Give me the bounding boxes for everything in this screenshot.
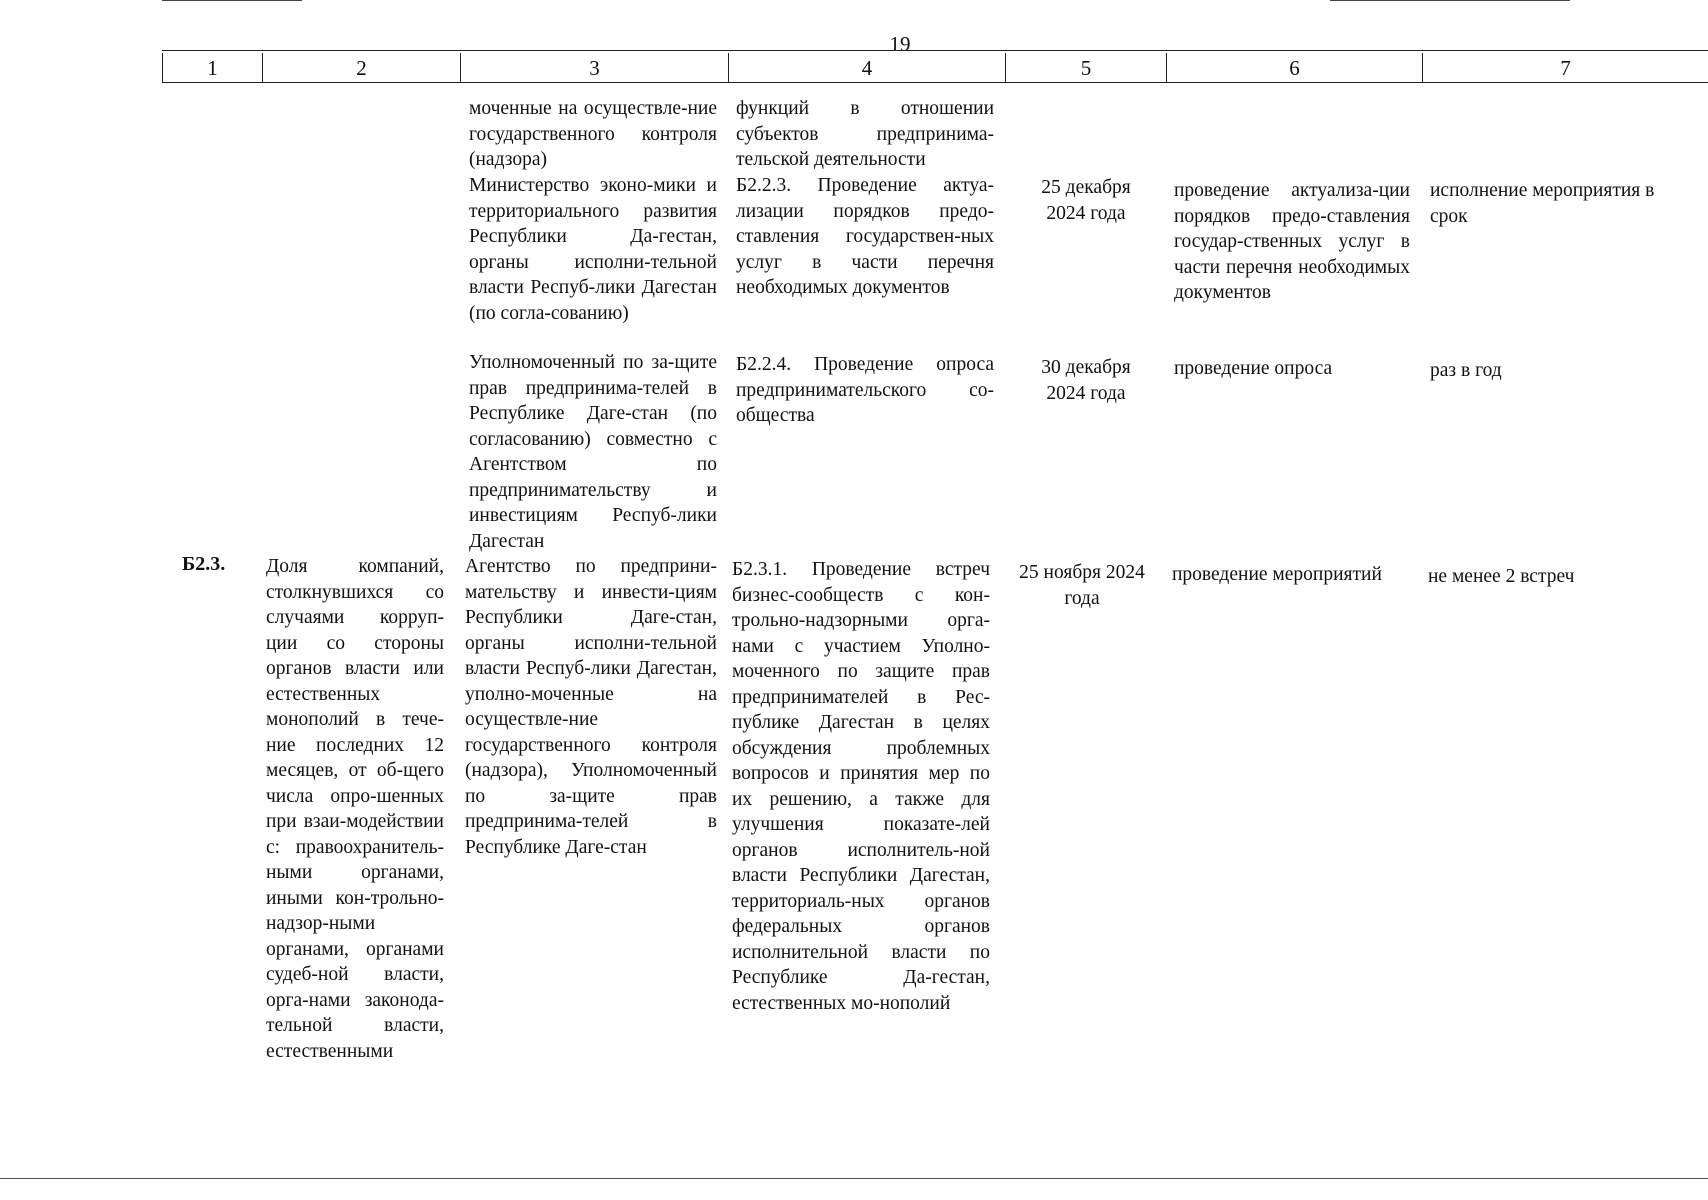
page-number: 19	[889, 32, 911, 56]
header-col-1: 1	[162, 53, 262, 83]
measure-cell: Б2.3.1. Проведение встреч бизнес-сообществ с кон-трольно-надзорными орга-нами с участием Уполно-моченного по защите прав предпринимателей в Рес-публике Дагестан в целях обсуждения проблемных вопросов и принятия мер по их решению, а также для улучшения показате-лей органов исполнитель-ной власти Республики Дагестан, территориаль-ных органов федеральных органов исполнительной власти по Республике Да-гестан, естественных мо-нополий	[732, 559, 990, 1014]
indicator-name-cell: Доля компаний, столкнувшихся со случаями корруп-ции со стороны органов власти или естественных монополий в тече-ние последних 12 месяцев, от об-щего числа опро-шенных при взаи-модействии с: правоохранитель-ными органами, иными кон-трольно-надзор-ными органами, органами судеб-ной власти, орга-нами законода-тельной власти, естественными	[266, 556, 444, 1062]
scan-edge-mark-right	[1330, 0, 1570, 1]
header-col-4: 4	[728, 53, 1005, 83]
deadline-cell: 25 ноября 2024 года	[1019, 562, 1145, 609]
indicator-cell: не менее 2 встреч	[1428, 566, 1575, 587]
header-col-2: 2	[262, 53, 460, 83]
measure-cell: Б2.2.3. Проведение актуа-лизации порядков предо-ставления государствен-ных услуг в части перечня необходимых документов	[736, 175, 994, 298]
indicator-cell: исполнение мероприятия в срок	[1430, 180, 1655, 227]
deadline-cell: 25 декабря 2024 года	[1041, 177, 1131, 224]
header-col-6: 6	[1166, 53, 1422, 83]
measure-cell: Б2.2.4. Проведение опроса предпринимательского со-общества	[736, 354, 994, 426]
header-col-5: 5	[1005, 53, 1166, 83]
indicator-code-cell: Б2.3.	[182, 553, 226, 575]
header-col-3: 3	[460, 53, 728, 83]
responsible-cell: Агентство по предприни-мательству и инвести-циям Республики Даге-стан, органы исполни-тельной власти Респуб-лики Дагестан, уполно-моченные на осуществле-ние государственного контроля (надзора), Уполномоченный по за-щите прав предпринима-телей в Республике Даге-стан	[465, 556, 717, 858]
table-top-border	[162, 50, 1708, 51]
result-cell: проведение мероприятий	[1172, 564, 1382, 585]
responsible-cell: Уполномоченный по за-щите прав предпринима-телей в Республике Даге-стан (по согласованию) совместно с Агентством по предпринимательству и инвестициям Респуб-лики Дагестан	[469, 352, 717, 552]
result-cell: проведение актуализа-ции порядков предо-ставления государ-ственных услуг в части перечня необходимых документов	[1174, 180, 1410, 303]
indicator-cell: раз в год	[1430, 360, 1502, 381]
scan-edge-mark-left	[162, 0, 302, 1]
responsible-cell: Министерство эконо-мики и территориального развития Республики Да-гестан, органы исполни-тельной власти Респуб-лики Дагестан (по согла-сованию)	[469, 175, 717, 324]
measure-cell: функций в отношении субъектов предпринима-тельской деятельности	[736, 98, 994, 170]
result-cell: проведение опроса	[1174, 358, 1333, 379]
responsible-cell: моченные на осуществле-ние государственного контроля (надзора)	[469, 98, 717, 170]
deadline-cell: 30 декабря 2024 года	[1041, 357, 1131, 404]
page-bottom-rule	[0, 1178, 1708, 1179]
header-col-7: 7	[1422, 53, 1708, 83]
